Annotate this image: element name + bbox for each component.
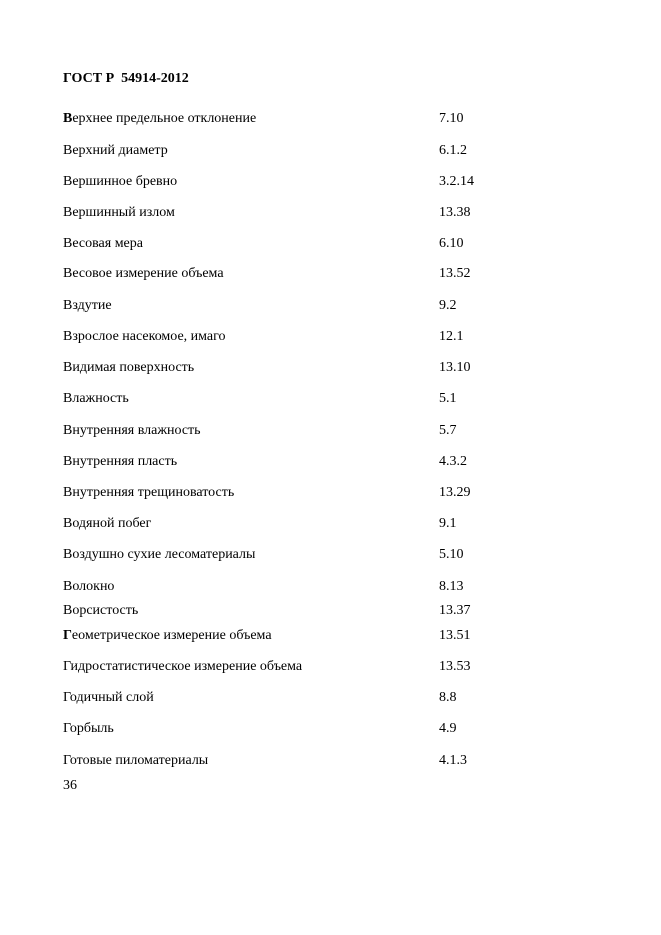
index-term: Горбыль — [63, 721, 114, 736]
index-clause-ref: 13.53 — [439, 659, 471, 674]
index-entry — [63, 422, 623, 440]
index-clause-ref: 9.1 — [439, 516, 457, 531]
index-clause-ref: 4.3.2 — [439, 454, 467, 469]
index-clause-ref: 4.1.3 — [439, 753, 467, 768]
index-entry — [63, 484, 623, 502]
index-term: Вершинный излом — [63, 205, 175, 220]
index-clause-ref: 5.7 — [439, 423, 457, 438]
index-term: Весовое измерение объема — [63, 266, 224, 281]
index-entry — [63, 453, 623, 471]
index-entry — [63, 235, 623, 253]
index-entry — [63, 265, 623, 283]
index-entry — [63, 720, 623, 738]
index-entry — [63, 515, 623, 533]
index-term: Ворсистость — [63, 603, 139, 618]
index-clause-ref: 9.2 — [439, 298, 457, 313]
index-clause-ref: 13.38 — [439, 205, 471, 220]
index-entry — [63, 689, 623, 707]
index-clause-ref: 4.9 — [439, 721, 457, 736]
index-term: Годичный слой — [63, 690, 154, 705]
index-entry — [63, 142, 623, 160]
index-entry — [63, 578, 623, 596]
index-term — [63, 627, 272, 645]
index-term: Вершинное бревно — [63, 174, 178, 189]
index-term: Вздутие — [63, 298, 112, 313]
page-number: 36 — [63, 778, 77, 793]
index-entry — [63, 752, 623, 770]
index-clause-ref: 8.13 — [439, 579, 464, 594]
index-term: Видимая поверхность — [63, 360, 195, 375]
index-term — [63, 110, 256, 128]
index-term: Воздушно сухие лесоматериалы — [63, 547, 256, 562]
letter-group-initial: Г — [63, 628, 72, 643]
index-clause-ref: 7.10 — [439, 111, 464, 126]
index-clause-ref: 6.1.2 — [439, 143, 467, 158]
index-entry — [63, 297, 623, 315]
index-entry — [63, 110, 623, 128]
index-clause-ref: 6.10 — [439, 236, 464, 251]
index-term-text: ерхнее предельное отклонение — [72, 111, 257, 126]
index-term: Волокно — [63, 579, 115, 594]
index-clause-ref: 13.10 — [439, 360, 471, 375]
index-term: Влажность — [63, 391, 129, 406]
index-entry — [63, 546, 623, 564]
index-clause-ref: 13.29 — [439, 485, 471, 500]
index-clause-ref: 5.1 — [439, 391, 457, 406]
index-term: Водяной побег — [63, 516, 152, 531]
index-term: Весовая мера — [63, 236, 143, 251]
index-clause-ref: 3.2.14 — [439, 174, 474, 189]
index-entry — [63, 204, 623, 222]
index-term: Гидростатистическое измерение объема — [63, 659, 303, 674]
index-term: Внутренняя влажность — [63, 423, 201, 438]
index-term: Внутренняя пласть — [63, 454, 178, 469]
index-entry — [63, 359, 623, 377]
document-header: ГОСТ Р 54914-2012 — [63, 71, 189, 86]
index-term: Внутренняя трещиноватость — [63, 485, 235, 500]
index-term: Готовые пиломатериалы — [63, 753, 209, 768]
index-entry — [63, 390, 623, 408]
index-clause-ref: 8.8 — [439, 690, 457, 705]
index-entry — [63, 658, 623, 676]
index-term-text: еометрическое измерение объема — [71, 628, 272, 643]
index-term: Верхний диаметр — [63, 143, 168, 158]
index-clause-ref: 13.51 — [439, 628, 471, 643]
index-clause-ref: 13.37 — [439, 603, 471, 618]
index-entry — [63, 173, 623, 191]
letter-group-initial: В — [63, 111, 73, 126]
index-entry — [63, 602, 623, 620]
index-clause-ref: 13.52 — [439, 266, 471, 281]
index-clause-ref: 12.1 — [439, 329, 464, 344]
index-term: Взрослое насекомое, имаго — [63, 329, 226, 344]
index-clause-ref: 5.10 — [439, 547, 464, 562]
index-entry — [63, 627, 623, 645]
index-entry — [63, 328, 623, 346]
